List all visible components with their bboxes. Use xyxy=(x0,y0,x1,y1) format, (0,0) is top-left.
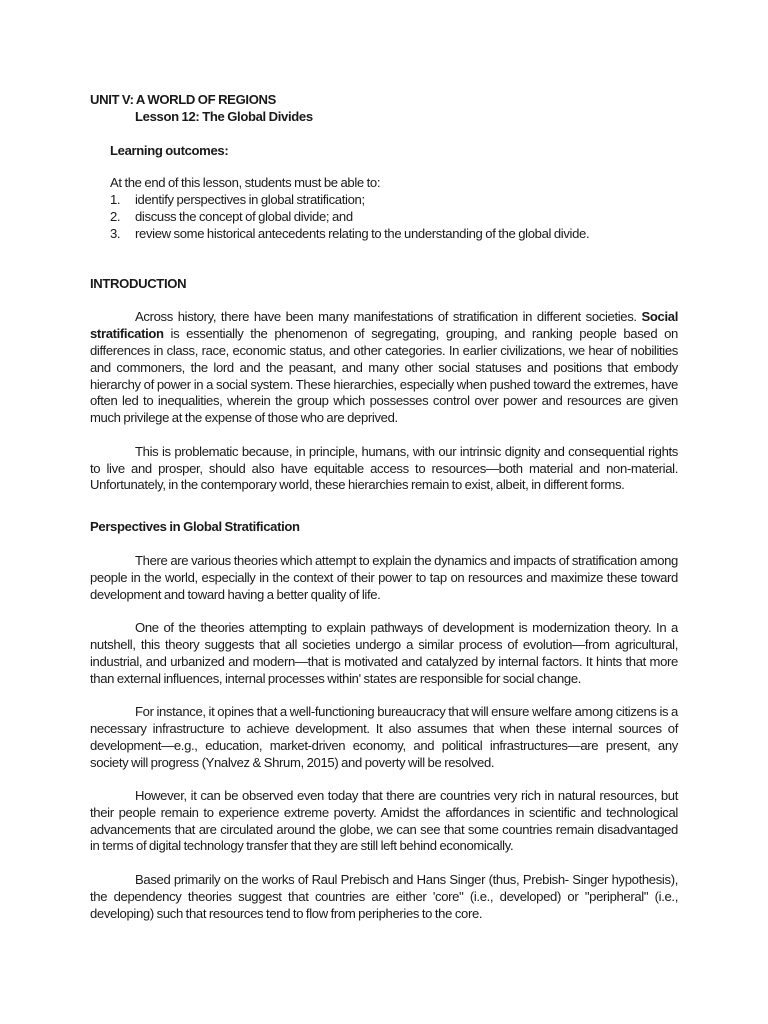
list-item-text: discuss the concept of global divide; and xyxy=(135,208,353,224)
introduction-heading: INTRODUCTION xyxy=(90,275,187,291)
learning-outcomes-list xyxy=(90,192,678,242)
introduction-paragraph-2: This is problematic because, in principle, humans, with our intrinsic dignity and consequential rights to live and prosper, should also have equitable access to resources—both material and non-material. Unfortunately, in the contemporary world, these hierarchies remain to exist, albeit, in different forms. xyxy=(90,443,678,493)
learning-outcomes-intro: At the end of this lesson, students must be able to: xyxy=(110,175,381,191)
list-item xyxy=(110,209,678,226)
document-page xyxy=(90,92,678,922)
list-item-text: review some historical antecedents relating to the understanding of the global divide. xyxy=(135,225,590,241)
perspectives-paragraph-3: For instance, it opines that a well-functioning bureaucracy that will ensure welfare among citizens is a necessary infrastructure to achieve development. It also assumes that when these internal sources of development—e.g., education, market-driven economy, and political infrastructures—are present, any society will progress (Ynalvez & Shrum, 2015) and poverty will be resolved. xyxy=(90,704,678,770)
paragraph-text: Across history, there have been many manifestations of stratification in different societies. xyxy=(135,309,642,325)
introduction-paragraph-1 xyxy=(90,309,678,427)
perspectives-paragraph-2: One of the theories attempting to explain pathways of development is modernization theory. In a nutshell, this theory suggests that all societies undergo a similar process of evolution—from agricultural, industrial, and urbanized and modern—that is motivated and catalyzed by internal factors. It hints that more than external influences, internal processes within' states are responsible for social change. xyxy=(90,620,678,686)
list-item-number: 2. xyxy=(110,208,121,224)
list-item xyxy=(110,192,678,209)
list-item xyxy=(110,226,678,243)
paragraph-text: is essentially the phenomenon of segregating, grouping, and ranking people based on differences in class, race, economic status, and other categories. In earlier civilizations, we hear of nobilities and commoners, the lord and the peasant, and many other social statuses and positions that embody hierarchy of power in a social system. These hierarchies, especially when pushed toward the extremes, have often led to inequalities, wherein the group which possesses control over power and resources are given much privilege at the expense of those who are deprived. xyxy=(90,326,678,426)
perspectives-paragraph-5: Based primarily on the works of Raul Prebisch and Hans Singer (thus, Prebish- Singer hypothesis), the dependency theories suggest that countries are either 'core" (i.e., developed) or "peripheral" (i.e., developing) such that resources tend to flow from peripheries to the core. xyxy=(90,872,678,921)
perspectives-paragraph-1: There are various theories which attempt to explain the dynamics and impacts of stratification among people in the world, especially in the context of their power to tap on resources and maximize these toward development and toward having a better quality of life. xyxy=(90,552,678,602)
list-item-text: identify perspectives in global stratification; xyxy=(135,192,365,208)
unit-title: UNIT V: A WORLD OF REGIONS xyxy=(90,92,277,107)
learning-outcomes-heading: Learning outcomes: xyxy=(110,142,229,158)
lesson-title: Lesson 12: The Global Divides xyxy=(135,108,313,124)
perspectives-heading: Perspectives in Global Stratification xyxy=(90,519,300,535)
list-item-number: 3. xyxy=(110,225,121,241)
perspectives-paragraph-4: However, it can be observed even today that there are countries very rich in natural resources, but their people remain to experience extreme poverty. Amidst the affordances in scientific and technological advancements that are circulated around the globe, we can see that some countries remain disadvantaged in terms of digital technology transfer that they are still left behind economically. xyxy=(90,788,678,854)
key-term: Social stratification xyxy=(90,309,678,342)
list-item-number: 1. xyxy=(110,192,121,208)
